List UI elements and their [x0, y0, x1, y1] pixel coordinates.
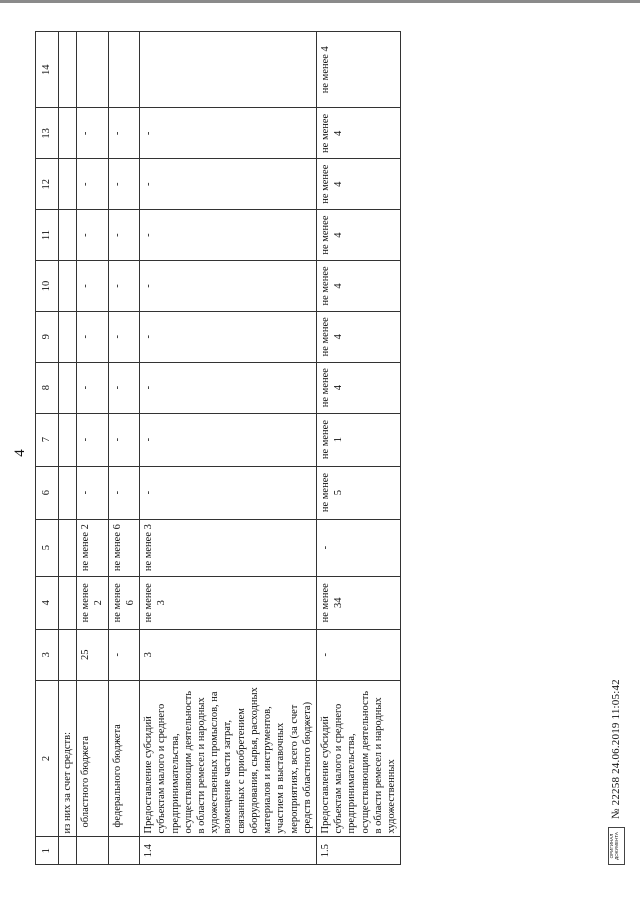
column-number: 5 [36, 519, 59, 576]
value-cell: - [140, 159, 317, 210]
empty-cell [59, 629, 77, 680]
value-cell: - [316, 629, 400, 680]
column-number: 4 [36, 576, 59, 629]
row-label-cell: федерального бюджета [108, 680, 139, 837]
value-cell: не менее 6 [108, 576, 139, 629]
value-cell: не менее 6 [108, 519, 139, 576]
column-number: 2 [36, 680, 59, 837]
row-number-cell: 1.4 [140, 837, 317, 865]
value-cell: не менее 5 [316, 466, 400, 519]
column-number: 12 [36, 159, 59, 210]
empty-cell [59, 210, 77, 261]
stamp-text: ОРИГИНАЛ ДОКУМЕНТА [609, 832, 619, 860]
value-cell: 3 [140, 629, 317, 680]
empty-cell [59, 32, 77, 108]
value-cell: не менее 4 [316, 210, 400, 261]
value-cell: не менее 34 [316, 576, 400, 629]
value-cell [77, 32, 108, 108]
value-cell: - [77, 311, 108, 362]
column-number-row [36, 32, 59, 865]
table-row [108, 32, 139, 865]
column-number: 8 [36, 362, 59, 413]
column-number: 10 [36, 261, 59, 312]
value-cell: - [108, 159, 139, 210]
value-cell: не менее 3 [140, 519, 317, 576]
value-cell: - [77, 362, 108, 413]
table-row [316, 32, 400, 865]
registration-footer [605, 565, 629, 865]
empty-cell [59, 261, 77, 312]
value-cell: - [77, 413, 108, 466]
empty-cell [59, 108, 77, 159]
value-cell: - [108, 362, 139, 413]
value-cell: - [140, 261, 317, 312]
value-cell [140, 32, 317, 108]
table-row [140, 32, 317, 865]
value-cell: - [140, 466, 317, 519]
value-cell: не менее 4 [316, 159, 400, 210]
column-number: 6 [36, 466, 59, 519]
value-cell: - [108, 210, 139, 261]
page-number: 4 [12, 449, 28, 457]
value-cell [108, 32, 139, 108]
row-number-cell [59, 837, 77, 865]
value-cell: не менее 1 [316, 413, 400, 466]
value-cell: не менее 4 [316, 311, 400, 362]
value-cell: не менее 4 [316, 261, 400, 312]
value-cell: - [77, 108, 108, 159]
value-cell: не менее 2 [77, 519, 108, 576]
column-number: 9 [36, 311, 59, 362]
empty-cell [59, 576, 77, 629]
value-cell: - [108, 629, 139, 680]
value-cell: - [108, 466, 139, 519]
column-number: 14 [36, 32, 59, 108]
value-cell: 25 [77, 629, 108, 680]
column-number: 3 [36, 629, 59, 680]
value-cell: - [140, 210, 317, 261]
scan-edge [0, 0, 640, 3]
column-number: 7 [36, 413, 59, 466]
empty-cell [59, 311, 77, 362]
value-cell: - [108, 108, 139, 159]
value-cell: - [77, 466, 108, 519]
row-label-cell: Предоставление субсидий субъектам малого и среднего предпринимательства, осуществляющим деятельность в области ремесел и народных художественных [316, 680, 400, 837]
value-cell: - [316, 519, 400, 576]
column-number: 1 [36, 837, 59, 865]
value-cell: не менее 4 [316, 32, 400, 108]
empty-cell [59, 159, 77, 210]
value-cell: - [140, 362, 317, 413]
table-body [36, 32, 401, 865]
value-cell: - [77, 261, 108, 312]
row-number-cell [108, 837, 139, 865]
value-cell: не менее 4 [316, 108, 400, 159]
row-label-cell: из них за счет средств: [59, 680, 77, 837]
program-indicators-table [35, 31, 401, 865]
empty-cell [59, 413, 77, 466]
row-number-cell [77, 837, 108, 865]
empty-cell [59, 519, 77, 576]
empty-cell [59, 362, 77, 413]
value-cell: - [108, 311, 139, 362]
document-stamp [608, 827, 625, 865]
column-number: 13 [36, 108, 59, 159]
empty-cell [59, 466, 77, 519]
value-cell: - [108, 261, 139, 312]
value-cell: - [77, 159, 108, 210]
value-cell: - [140, 311, 317, 362]
row-label-cell: Предоставление субсидий субъектам малого и среднего предпринимательства, осуществляющим деятельность в области ремесел и народных художественных промыслов, на возмещение части затрат, связанных с приобретением оборудования, сырья, расходных материалов и инструментов, участием в выставочных мероприятиях, всего (за счет средств областного бюджета) [140, 680, 317, 837]
table-row [77, 32, 108, 865]
value-cell: - [140, 413, 317, 466]
value-cell: не менее 2 [77, 576, 108, 629]
row-label-cell: областного бюджета [77, 680, 108, 837]
value-cell: не менее 3 [140, 576, 317, 629]
value-cell: - [77, 210, 108, 261]
value-cell: - [108, 413, 139, 466]
value-cell: не менее 4 [316, 362, 400, 413]
registration-number: № 22258 24.06.2019 11:05:42 [610, 679, 622, 819]
column-number: 11 [36, 210, 59, 261]
row-number-cell: 1.5 [316, 837, 400, 865]
value-cell: - [140, 108, 317, 159]
table-row [59, 32, 77, 865]
